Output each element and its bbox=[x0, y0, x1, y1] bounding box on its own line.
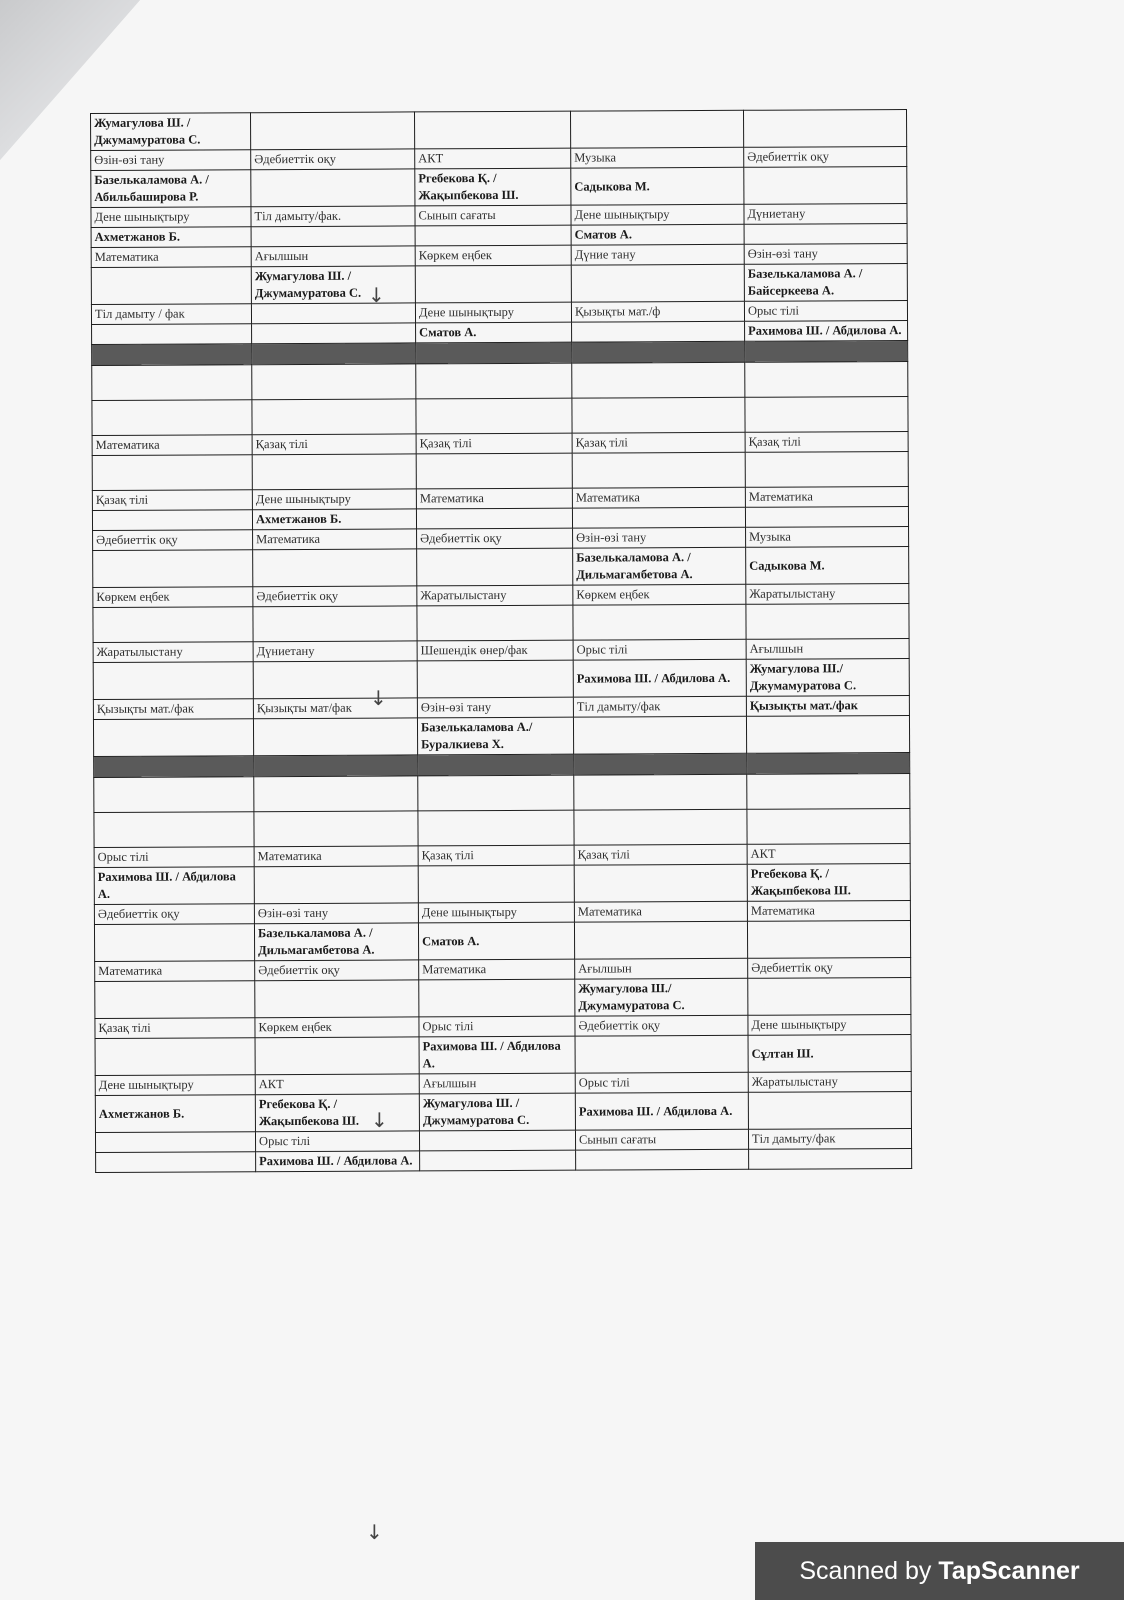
subject-cell: Әдебиеттік оқу bbox=[748, 957, 911, 978]
subject-cell: Қызықты мат./ф bbox=[571, 301, 744, 322]
subject-cell: Жаратылыстану bbox=[748, 1071, 911, 1092]
subject-cell bbox=[94, 924, 254, 962]
subject-cell bbox=[576, 1149, 749, 1170]
subject-cell: Қызықты мат/фак bbox=[253, 698, 417, 719]
subject-cell: Тіл дамыту/фак bbox=[573, 696, 746, 717]
subject-cell bbox=[417, 548, 573, 586]
subject-cell bbox=[91, 267, 251, 305]
empty-cell bbox=[92, 400, 252, 436]
empty-cell bbox=[417, 605, 573, 641]
subject-cell: Дене шынықтыру bbox=[252, 489, 416, 510]
subject-cell: Дене шынықтыру bbox=[571, 204, 744, 225]
subject-cell bbox=[747, 921, 910, 959]
divider-cell bbox=[572, 341, 745, 363]
teacher-cell: Рахимова Ш. / Абдилова А. bbox=[745, 321, 908, 342]
divider-cell bbox=[416, 342, 572, 364]
subject-cell: Әдебиеттік оқу bbox=[93, 530, 253, 551]
table-row bbox=[93, 716, 909, 757]
subject-cell: Музыка bbox=[571, 147, 744, 168]
subject-cell bbox=[419, 1130, 575, 1151]
subject-cell: Ағылшын bbox=[419, 1073, 575, 1094]
divider-cell bbox=[574, 753, 747, 775]
subject-cell bbox=[419, 979, 575, 1017]
subject-cell: Математика bbox=[95, 961, 255, 982]
teacher-cell: Жумагулова Ш. / Джумамуратова С. bbox=[419, 1093, 575, 1131]
subject-cell: Сынып сағаты bbox=[575, 1129, 748, 1150]
subject-cell: Сынып сағаты bbox=[415, 205, 571, 226]
pen-mark: ↓ bbox=[371, 1108, 388, 1132]
subject-cell bbox=[748, 1091, 911, 1129]
teacher-cell: Базелькаламова А. / Байсеркеева А. bbox=[744, 264, 907, 302]
divider-cell bbox=[747, 753, 910, 775]
subject-cell: Тіл дамыту/фак. bbox=[251, 206, 415, 227]
subject-cell: Өзін-өзі тану bbox=[744, 244, 907, 265]
watermark-prefix: Scanned by bbox=[799, 1556, 932, 1585]
teacher-cell: Садыкова М. bbox=[571, 167, 744, 205]
subject-cell: Математика bbox=[572, 487, 745, 508]
teacher-cell: Жумагулова Ш./ Джумамуратова С. bbox=[575, 978, 748, 1016]
teacher-cell: Рахимова Ш. / Абдилова А. bbox=[94, 867, 254, 905]
subject-cell bbox=[96, 1152, 256, 1173]
empty-cell bbox=[572, 452, 745, 488]
subject-cell: Әдебиеттік оқу bbox=[575, 1015, 748, 1036]
empty-cell bbox=[574, 774, 747, 810]
empty-row bbox=[93, 604, 909, 643]
subject-cell bbox=[570, 110, 743, 148]
subject-cell bbox=[93, 550, 253, 588]
subject-cell bbox=[748, 977, 911, 1015]
subject-cell bbox=[416, 508, 572, 529]
empty-row bbox=[92, 452, 908, 491]
divider-cell bbox=[254, 755, 418, 777]
subject-cell bbox=[254, 866, 418, 904]
subject-cell: Математика bbox=[91, 247, 251, 268]
subject-cell: Әдебиеттік оқу bbox=[94, 904, 254, 925]
teacher-cell: Базелькаламова А. / Дильмагамбетова А. bbox=[254, 923, 418, 961]
teacher-cell: Ргебекова Қ. / Жақыпбекова Ш. bbox=[415, 168, 571, 206]
subject-cell bbox=[92, 324, 252, 345]
subject-cell bbox=[255, 980, 419, 1018]
teacher-cell: Қызықты мат./фак bbox=[746, 696, 909, 717]
subject-cell bbox=[420, 1150, 576, 1171]
subject-cell: Әдебиеттік оқу bbox=[744, 147, 907, 168]
empty-cell bbox=[574, 809, 747, 845]
empty-cell bbox=[253, 606, 417, 642]
subject-cell: Дүние тану bbox=[571, 244, 744, 265]
empty-cell bbox=[572, 362, 745, 398]
subject-cell: Әдебиеттік оқу bbox=[255, 960, 419, 981]
subject-cell bbox=[253, 661, 417, 699]
subject-cell: Математика bbox=[574, 901, 747, 922]
watermark-brand: TapScanner bbox=[938, 1556, 1080, 1585]
empty-row bbox=[92, 362, 908, 401]
empty-cell bbox=[747, 774, 910, 810]
subject-cell: Тіл дамыту/фак bbox=[748, 1128, 911, 1149]
empty-row bbox=[94, 809, 910, 848]
subject-cell bbox=[93, 719, 253, 757]
subject-cell: Көркем еңбек bbox=[415, 245, 571, 266]
subject-cell bbox=[746, 716, 909, 754]
subject-cell: Математика bbox=[254, 846, 418, 867]
subject-cell: Қазақ тілі bbox=[572, 432, 745, 453]
subject-cell: Қызықты мат./фак bbox=[93, 699, 253, 720]
teacher-cell: Жумагулова Ш. / Джумамуратова С. bbox=[251, 266, 415, 304]
subject-cell bbox=[744, 224, 907, 245]
empty-cell bbox=[252, 364, 416, 400]
subject-cell bbox=[253, 549, 417, 587]
empty-cell bbox=[254, 811, 418, 847]
subject-cell: Дене шынықтыру bbox=[95, 1075, 255, 1096]
divider-cell bbox=[94, 756, 254, 778]
subject-cell: Қазақ тілі bbox=[252, 434, 416, 455]
teacher-cell: Жумагулова Ш./ Джумамуратова С. bbox=[746, 659, 909, 697]
subject-cell bbox=[251, 303, 415, 324]
pen-mark: ↓ bbox=[366, 1520, 383, 1544]
empty-row bbox=[92, 397, 908, 436]
subject-cell: Дене шынықтыру bbox=[748, 1014, 911, 1035]
subject-cell: Орыс тілі bbox=[419, 1016, 575, 1037]
subject-cell bbox=[749, 1148, 912, 1169]
subject-cell: Қазақ тілі bbox=[745, 432, 908, 453]
table-row bbox=[95, 1034, 911, 1075]
subject-cell bbox=[574, 921, 747, 959]
teacher-cell: Рахимова Ш. / Абдилова А. bbox=[575, 1092, 748, 1130]
empty-cell bbox=[572, 397, 745, 433]
teacher-cell: Садыкова М. bbox=[746, 547, 909, 585]
subject-cell bbox=[251, 226, 415, 247]
teacher-cell: Ахметжанов Б. bbox=[95, 1095, 255, 1133]
empty-cell bbox=[252, 454, 416, 490]
table-row bbox=[95, 977, 911, 1018]
subject-cell: Орыс тілі bbox=[573, 639, 746, 660]
subject-cell: Дене шынықтыру bbox=[415, 302, 571, 323]
table-row bbox=[95, 1091, 911, 1132]
table-row bbox=[91, 167, 907, 208]
table-row bbox=[91, 110, 907, 151]
empty-cell bbox=[94, 812, 254, 848]
subject-cell: Орыс тілі bbox=[255, 1131, 419, 1152]
subject-cell: Дүниетану bbox=[744, 204, 907, 225]
empty-cell bbox=[418, 810, 574, 846]
subject-cell bbox=[573, 716, 746, 754]
empty-cell bbox=[92, 365, 252, 401]
subject-cell bbox=[572, 507, 745, 528]
subject-cell: Музыка bbox=[746, 527, 909, 548]
subject-cell bbox=[253, 718, 417, 756]
teacher-cell: Базелькаламова А./ Буралкиева Х. bbox=[417, 717, 573, 755]
subject-cell: Қазақ тілі bbox=[416, 433, 572, 454]
empty-cell bbox=[573, 604, 746, 640]
subject-cell: Қазақ тілі bbox=[95, 1018, 255, 1039]
subject-cell bbox=[414, 111, 570, 149]
subject-cell: Жаратылыстану bbox=[93, 642, 253, 663]
subject-cell: Әдебиеттік оқу bbox=[253, 586, 417, 607]
divider-cell bbox=[252, 343, 416, 365]
subject-cell bbox=[251, 112, 415, 150]
subject-cell bbox=[571, 264, 744, 302]
teacher-cell: Рахимова Ш. / Абдилова А. bbox=[419, 1036, 575, 1074]
empty-cell bbox=[254, 776, 418, 812]
table-row bbox=[94, 921, 910, 962]
subject-cell: Математика bbox=[747, 901, 910, 922]
subject-cell bbox=[95, 981, 255, 1019]
subject-cell: Орыс тілі bbox=[94, 847, 254, 868]
teacher-cell: Рахимова Ш. / Абдилова А. bbox=[256, 1151, 420, 1172]
subject-cell: Математика bbox=[253, 529, 417, 550]
subject-cell: Көркем еңбек bbox=[573, 584, 746, 605]
subject-cell bbox=[95, 1038, 255, 1076]
pen-mark: ↓ bbox=[368, 283, 385, 307]
subject-cell bbox=[743, 110, 906, 148]
subject-cell: Дене шынықтыру bbox=[91, 207, 251, 228]
table-row bbox=[96, 1148, 912, 1172]
divider-cell bbox=[418, 754, 574, 776]
empty-cell bbox=[418, 775, 574, 811]
subject-cell bbox=[252, 323, 416, 344]
empty-cell bbox=[745, 397, 908, 433]
subject-cell: Көркем еңбек bbox=[255, 1017, 419, 1038]
subject-cell bbox=[415, 225, 571, 246]
subject-cell bbox=[417, 660, 573, 698]
subject-cell: Өзін-өзі тану bbox=[91, 150, 251, 171]
subject-cell bbox=[92, 510, 252, 531]
divider-cell bbox=[745, 341, 908, 363]
subject-cell: Математика bbox=[92, 435, 252, 456]
empty-cell bbox=[416, 398, 572, 434]
subject-cell: Қазақ тілі bbox=[574, 844, 747, 865]
subject-cell: Жаратылыстану bbox=[417, 585, 573, 606]
empty-cell bbox=[94, 777, 254, 813]
subject-cell: Орыс тілі bbox=[744, 301, 907, 322]
subject-cell: Көркем еңбек bbox=[93, 587, 253, 608]
teacher-cell: Сұлтан Ш. bbox=[748, 1034, 911, 1072]
table-row bbox=[93, 547, 909, 588]
teacher-cell: Ргебекова Қ. / Жақыпбекова Ш. bbox=[255, 1094, 419, 1132]
subject-cell bbox=[93, 662, 253, 700]
empty-cell bbox=[745, 452, 908, 488]
subject-cell bbox=[251, 169, 415, 207]
teacher-cell: Ргебекова Қ. / Жақыпбекова Ш. bbox=[747, 864, 910, 902]
subject-cell: АКТ bbox=[415, 148, 571, 169]
subject-cell: Дүниетану bbox=[253, 641, 417, 662]
subject-cell bbox=[255, 1037, 419, 1075]
subject-cell: Математика bbox=[419, 959, 575, 980]
subject-cell bbox=[95, 1132, 255, 1153]
empty-cell bbox=[416, 363, 572, 399]
subject-cell: Математика bbox=[745, 487, 908, 508]
empty-cell bbox=[416, 453, 572, 489]
schedule-table bbox=[90, 109, 912, 1173]
table-row bbox=[94, 864, 910, 905]
teacher-cell: Ахметжанов Б. bbox=[91, 227, 251, 248]
subject-cell: Әдебиеттік оқу bbox=[417, 528, 573, 549]
subject-cell: Тіл дамыту / фак bbox=[91, 304, 251, 325]
teacher-cell: Рахимова Ш. / Абдилова А. bbox=[573, 659, 746, 697]
subject-cell: Өзін-өзі тану bbox=[573, 527, 746, 548]
subject-cell bbox=[575, 1035, 748, 1073]
subject-cell bbox=[415, 265, 571, 303]
schedule-body bbox=[91, 110, 912, 1173]
teacher-cell: Базелькаламова А. / Абильбаширова Р. bbox=[91, 170, 251, 208]
subject-cell: Шешендік өнер/фак bbox=[417, 640, 573, 661]
table-row bbox=[91, 264, 907, 305]
subject-cell: Қазақ тілі bbox=[418, 845, 574, 866]
subject-cell: Жаратылыстану bbox=[746, 584, 909, 605]
teacher-cell: Жумагулова Ш. / Джумамуратова С. bbox=[91, 113, 251, 151]
subject-cell: Өзін-өзі тану bbox=[417, 697, 573, 718]
subject-cell: Қазақ тілі bbox=[92, 490, 252, 511]
subject-cell bbox=[574, 864, 747, 902]
teacher-cell: Базелькаламова А. / Дильмагамбетова А. bbox=[573, 547, 746, 585]
subject-cell: Ағылшын bbox=[575, 958, 748, 979]
subject-cell: Өзін-өзі тану bbox=[254, 903, 418, 924]
pen-mark: ↓ bbox=[370, 686, 387, 710]
teacher-cell: Сматов А. bbox=[571, 224, 744, 245]
subject-cell bbox=[745, 507, 908, 528]
empty-cell bbox=[93, 607, 253, 643]
divider-cell bbox=[92, 344, 252, 366]
empty-cell bbox=[746, 604, 909, 640]
empty-row bbox=[94, 774, 910, 813]
teacher-cell: Сматов А. bbox=[416, 322, 572, 343]
teacher-cell: Ахметжанов Б. bbox=[252, 509, 416, 530]
subject-cell bbox=[418, 865, 574, 903]
subject-cell: Математика bbox=[416, 488, 572, 509]
subject-cell: Ағылшын bbox=[251, 246, 415, 267]
teacher-cell: Сматов А. bbox=[418, 922, 574, 960]
empty-cell bbox=[747, 809, 910, 845]
empty-cell bbox=[252, 399, 416, 435]
table-row bbox=[93, 659, 909, 700]
scanner-watermark bbox=[755, 1542, 1124, 1600]
subject-cell bbox=[744, 167, 907, 205]
subject-cell: Ағылшын bbox=[746, 639, 909, 660]
subject-cell: АКТ bbox=[255, 1074, 419, 1095]
subject-cell: Орыс тілі bbox=[575, 1072, 748, 1093]
subject-cell bbox=[572, 321, 745, 342]
subject-cell: Әдебиеттік оқу bbox=[251, 149, 415, 170]
empty-cell bbox=[745, 362, 908, 398]
subject-cell: Дене шынықтыру bbox=[418, 902, 574, 923]
subject-cell: АКТ bbox=[747, 844, 910, 865]
empty-cell bbox=[92, 455, 252, 491]
